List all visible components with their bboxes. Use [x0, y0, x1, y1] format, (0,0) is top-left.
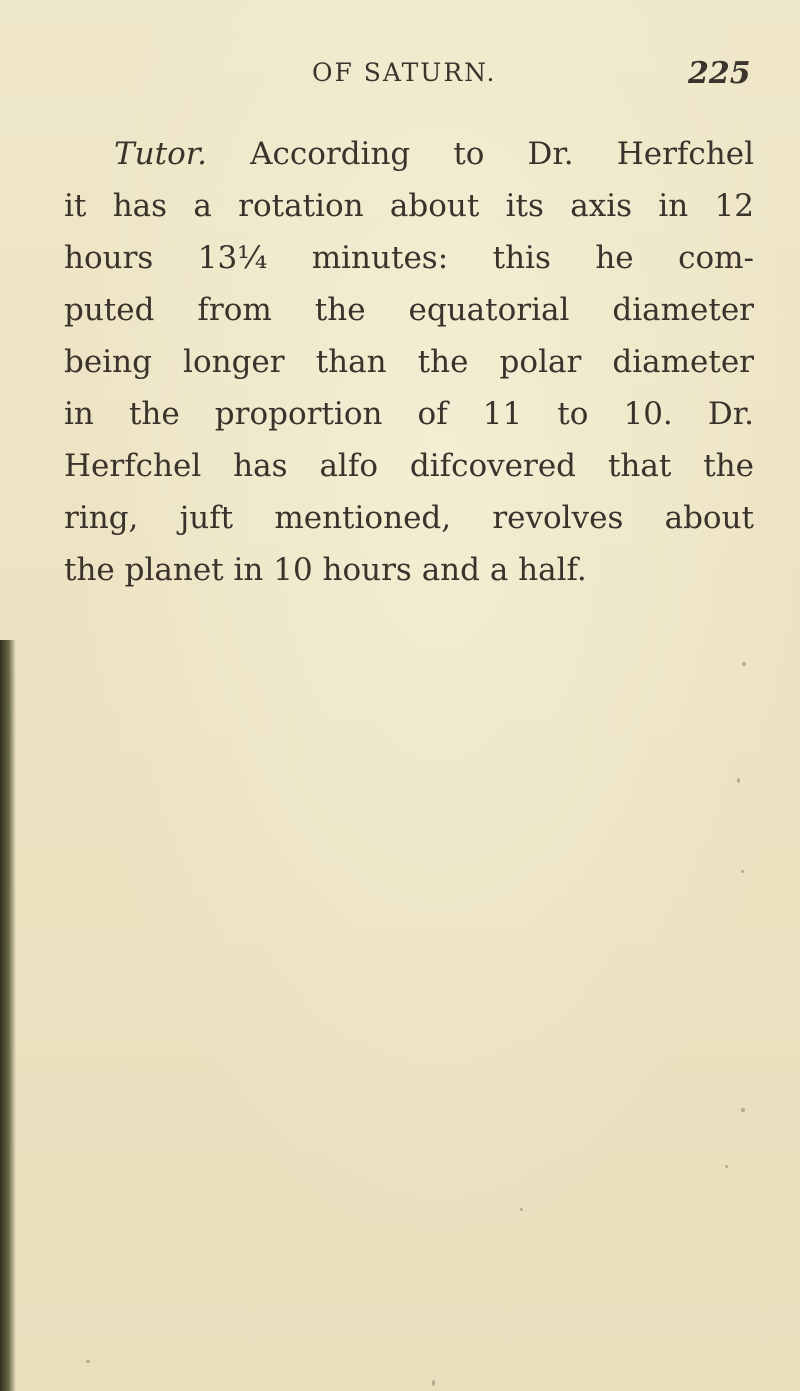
text-line-3: hours 13¼ minutes: this he com-: [64, 240, 754, 276]
text-line-1-content: According to Dr. Herfchel: [250, 136, 754, 172]
speaker-label: Tutor.: [114, 136, 208, 172]
paper-speck: [741, 1108, 745, 1112]
text-line-1: [64, 128, 754, 180]
text-line-2: it has a rotation about its axis in 12: [64, 188, 754, 224]
paper-speck: [742, 662, 746, 666]
paper-speck: [520, 1208, 523, 1211]
body-paragraph: [64, 128, 754, 596]
paper-speck: [741, 870, 744, 873]
paper-speck: [725, 1165, 728, 1168]
running-head: OF SATURN.: [312, 58, 497, 87]
text-line-9: the planet in 10 hours and a half.: [64, 552, 587, 588]
text-line-8: ring, juft mentioned, revolves about: [64, 500, 754, 536]
text-line-6: in the proportion of 11 to 10. Dr.: [64, 396, 754, 432]
paper-speck: [432, 1380, 435, 1386]
paper-speck: [86, 1360, 90, 1363]
text-line-7: Herfchel has alfo difcovered that the: [64, 448, 754, 484]
paper-speck: [737, 778, 740, 783]
text-line-4: puted from the equatorial diameter: [64, 292, 754, 328]
page-number: 225: [688, 56, 751, 91]
text-line-5: being longer than the polar diameter: [64, 344, 754, 380]
page-edge-shadow: [0, 640, 16, 1391]
